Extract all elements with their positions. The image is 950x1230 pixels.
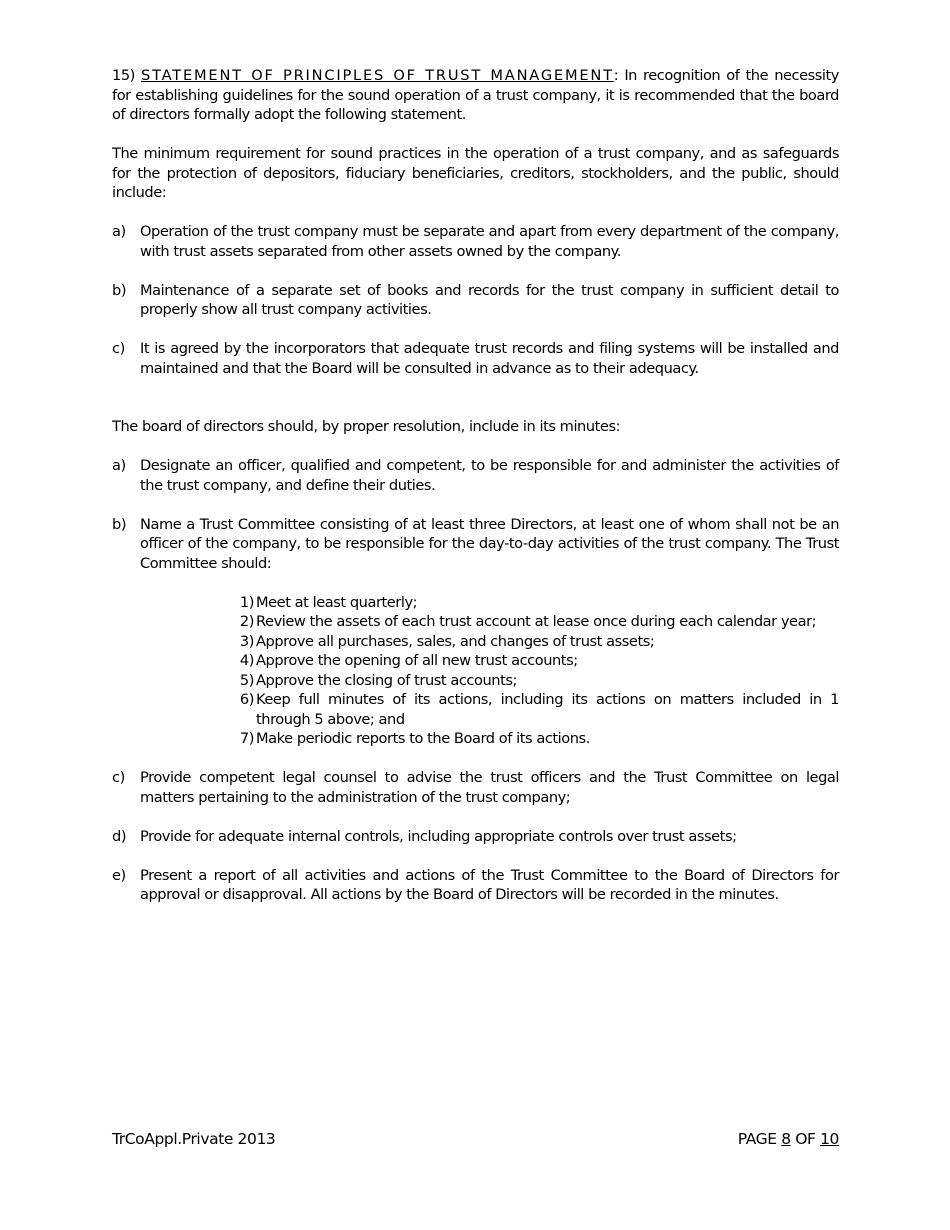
spacer <box>112 398 839 418</box>
requirements-list <box>112 222 839 378</box>
duty-item <box>226 671 839 691</box>
duty-marker: 7) <box>239 730 254 747</box>
footer-doc-id: TrCoAppl.Private 2013 <box>112 1130 276 1148</box>
duty-item <box>226 690 839 729</box>
duty-text: Approve the opening of all new trust accounts; <box>256 652 578 669</box>
list-marker: b) <box>112 515 127 533</box>
duty-item <box>226 651 839 671</box>
duty-item <box>226 729 839 749</box>
duty-text: Make periodic reports to the Board of its actions. <box>256 730 590 747</box>
list-item <box>112 339 839 378</box>
list-marker: e) <box>112 866 126 884</box>
list-item-body <box>140 515 839 749</box>
requirements-paragraph: The minimum requirement for sound practices in the operation of a trust company, and as safeguards for the protection of depositors, fiduciary beneficiaries, creditors, stockholders, and the public, should include: <box>112 145 839 201</box>
list-item-text: Operation of the trust company must be separate and apart from every department of the company, with trust assets separated from other assets owned by the company. <box>140 223 839 260</box>
list-item-text: Present a report of all activities and actions of the Trust Committee to the Board of Directors for approval or disapproval. All actions by the Board of Directors will be recorded in the minutes. <box>140 866 839 903</box>
duty-text: Meet at least quarterly; <box>256 593 418 611</box>
list-item <box>112 827 839 847</box>
list-item-text: Provide for adequate internal controls, including appropriate controls over trust assets; <box>140 827 737 845</box>
duty-item <box>226 632 839 652</box>
list-item <box>112 866 839 905</box>
list-item-text: Name a Trust Committee consisting of at least three Directors, at least one of whom shall not be an officer of the company, to be responsible for the day-to-day activities of the trust company. The Trust Committee should: <box>140 515 839 572</box>
page-footer <box>112 1130 839 1148</box>
duty-text: Keep full minutes of its actions, including its actions on matters included in 1 through 5 above; and <box>256 691 839 728</box>
list-item-text: It is agreed by the incorporators that adequate trust records and filing systems will be installed and maintained and that the Board will be consulted in advance as to their adequacy. <box>140 340 839 377</box>
committee-duties-list <box>226 593 839 749</box>
list-item-text: Designate an officer, qualified and competent, to be responsible for and administer the activities of the trust company, and define their duties. <box>140 457 839 494</box>
list-item <box>112 768 839 807</box>
duty-item <box>226 612 839 632</box>
page-current: 8 <box>781 1130 791 1148</box>
section-number: 15) <box>112 67 135 84</box>
section-intro <box>112 66 839 125</box>
duty-marker: 4) <box>239 652 254 669</box>
section-intro-text: : In recognition of the necessity for establishing guidelines for the sound operation of a trust company, it is recommended that the board of directors formally adopt the following statement. <box>112 67 839 123</box>
list-marker: a) <box>112 457 126 474</box>
list-item-text: Provide competent legal counsel to advise the trust officers and the Trust Committee on legal matters pertaining to the administration of the trust company; <box>140 769 839 806</box>
list-marker: b) <box>112 281 127 299</box>
footer-page-number <box>738 1130 839 1148</box>
document-page <box>112 66 839 924</box>
list-marker: a) <box>112 223 126 240</box>
duty-item <box>226 593 839 613</box>
duty-marker: 6) <box>239 691 254 708</box>
section-title: STATEMENT OF PRINCIPLES OF TRUST MANAGEMENT <box>141 67 614 84</box>
page-of: OF <box>790 1130 821 1148</box>
list-marker: d) <box>112 827 127 845</box>
list-item <box>112 456 839 495</box>
duty-marker: 2) <box>239 613 254 630</box>
list-item <box>112 515 839 749</box>
list-item <box>112 281 839 320</box>
duty-text: Review the assets of each trust account at lease once during each calendar year; <box>256 613 817 630</box>
board-list <box>112 456 839 905</box>
duty-marker: 1) <box>239 593 254 611</box>
list-marker: c) <box>112 340 125 357</box>
list-marker: c) <box>112 769 125 786</box>
page-total: 10 <box>820 1130 839 1148</box>
list-item <box>112 222 839 261</box>
duty-text: Approve the closing of trust accounts; <box>256 671 517 689</box>
duty-marker: 5) <box>239 671 254 689</box>
page-prefix: PAGE <box>737 1130 782 1148</box>
list-item-text: Maintenance of a separate set of books and records for the trust company in sufficient detail to properly show all trust company activities. <box>140 281 839 318</box>
duty-marker: 3) <box>239 632 254 650</box>
board-paragraph: The board of directors should, by proper resolution, include in its minutes: <box>112 418 621 435</box>
duty-text: Approve all purchases, sales, and changes of trust assets; <box>256 632 655 650</box>
